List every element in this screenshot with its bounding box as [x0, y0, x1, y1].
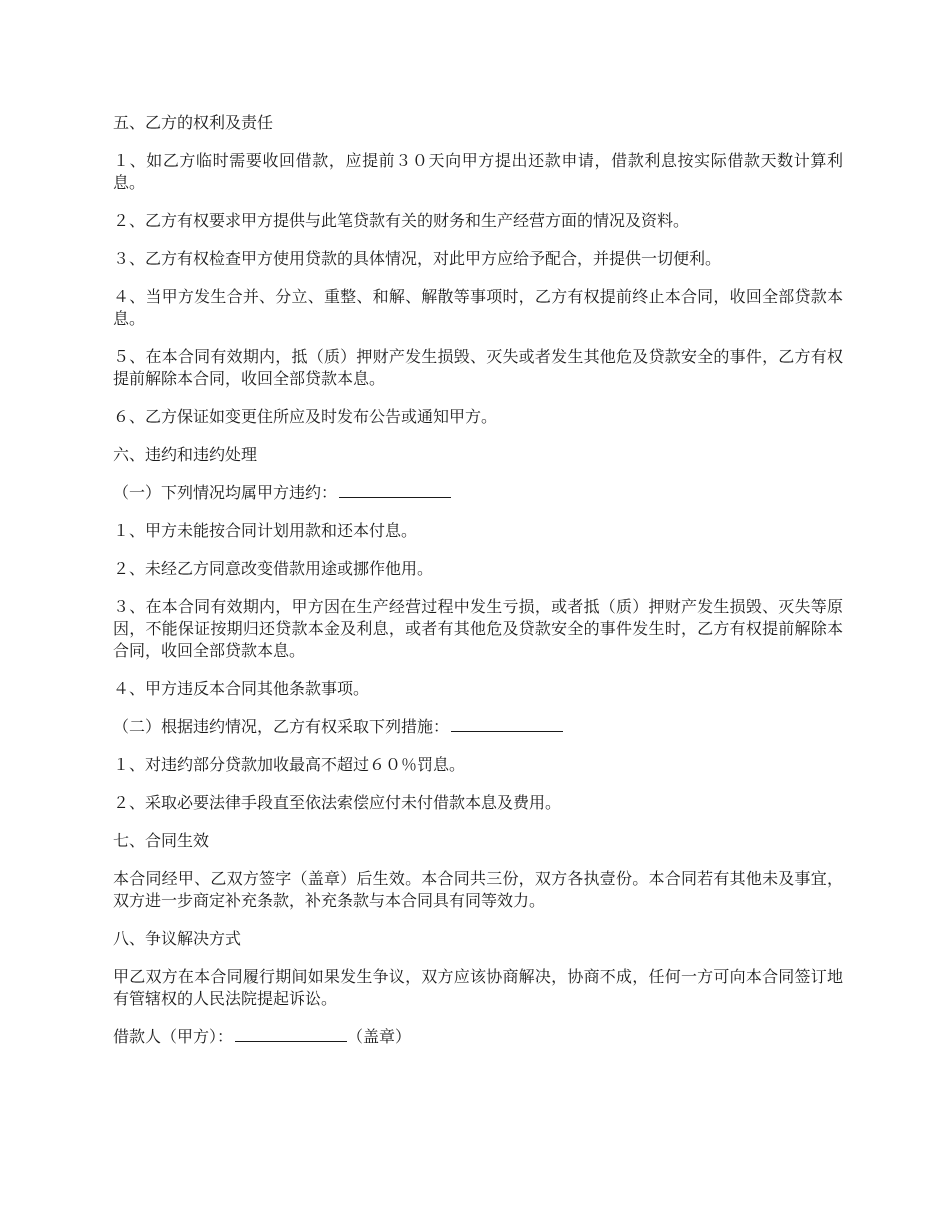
subsection-6-b-label: （二）根据违约情况，乙方有权采取下列措施：: [113, 717, 450, 736]
signature-suffix: （盖章）: [347, 1027, 412, 1046]
subsection-6-b-title: [113, 716, 843, 738]
clause-5-4: ４、当甲方发生合并、分立、重整、和解、解散等事项时，乙方有权提前终止本合同，收回全部贷款本息。: [113, 287, 843, 328]
clause-6-b-1: １、对违约部分贷款加收最高不超过６０％罚息。: [113, 755, 466, 774]
clause-6-a-4: ４、甲方违反本合同其他条款事项。: [113, 679, 370, 698]
clause-6-a-1: １、甲方未能按合同计划用款和还本付息。: [113, 521, 418, 540]
clause-5-5: ５、在本合同有效期内，抵（质）押财产发生损毁、灭失或者发生其他危及贷款安全的事件，乙方有权提前解除本合同，收回全部贷款本息。: [113, 347, 843, 388]
subsection-6-a-title: [113, 482, 843, 504]
section-6-title: 六、违约和违约处理: [113, 445, 258, 464]
section-7-title: 七、合同生效: [113, 831, 210, 850]
fill-blank[interactable]: [339, 482, 451, 498]
signature-blank[interactable]: [235, 1026, 347, 1042]
clause-5-3: ３、乙方有权检查甲方使用贷款的具体情况，对此甲方应给予配合，并提供一切便利。: [113, 249, 722, 268]
document-page: [113, 112, 843, 1064]
section-5-title: 五、乙方的权利及责任: [113, 113, 274, 132]
clause-6-a-2: ２、未经乙方同意改变借款用途或挪作他用。: [113, 559, 434, 578]
clause-5-6: ６、乙方保证如变更住所应及时发布公告或通知甲方。: [113, 407, 498, 426]
section-8-body: 甲乙双方在本合同履行期间如果发生争议，双方应该协商解决，协商不成，任何一方可向本合同签订地有管辖权的人民法院提起诉讼。: [113, 967, 843, 1008]
section-8-title: 八、争议解决方式: [113, 929, 242, 948]
clause-6-a-3: ３、在本合同有效期内，甲方因在生产经营过程中发生亏损，或者抵（质）押财产发生损毁、灭失等原因，不能保证按期归还贷款本金及利息，或者有其他危及贷款安全的事件发生时，乙方有权提前解除本合同，收回全部贷款本息。: [113, 597, 843, 660]
signature-label: 借款人（甲方）：: [113, 1027, 234, 1046]
signature-line: [113, 1026, 843, 1048]
clause-5-1: １、如乙方临时需要收回借款，应提前３０天向甲方提出还款申请，借款利息按实际借款天数计算利息。: [113, 151, 843, 192]
subsection-6-a-label: （一）下列情况均属甲方违约：: [113, 483, 338, 502]
section-7-body: 本合同经甲、乙双方签字（盖章）后生效。本合同共三份，双方各执壹份。本合同若有其他未及事宜，双方进一步商定补充条款，补充条款与本合同具有同等效力。: [113, 869, 843, 910]
fill-blank[interactable]: [451, 716, 563, 732]
clause-6-b-2: ２、采取必要法律手段直至依法索偿应付未付借款本息及费用。: [113, 793, 562, 812]
clause-5-2: ２、乙方有权要求甲方提供与此笔贷款有关的财务和生产经营方面的情况及资料。: [113, 211, 690, 230]
